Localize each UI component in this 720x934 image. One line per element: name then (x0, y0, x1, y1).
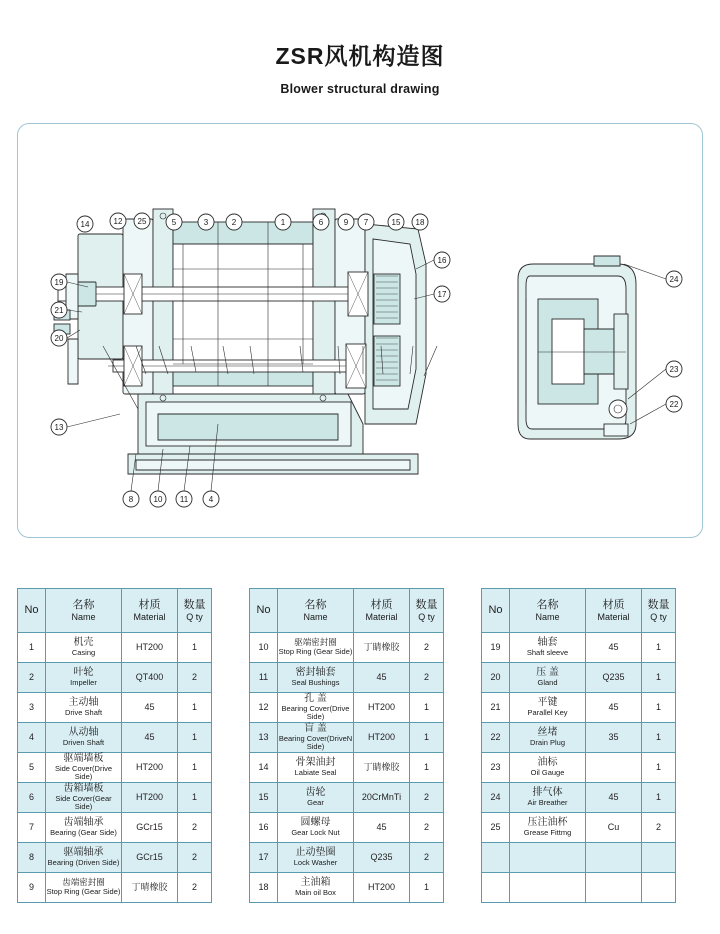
cell-no (482, 843, 510, 873)
cell-no: 22 (482, 723, 510, 753)
cell-qty: 2 (178, 843, 212, 873)
cell-qty: 1 (178, 693, 212, 723)
table-header-row (482, 589, 676, 633)
cell-no: 21 (482, 693, 510, 723)
cell-name (510, 843, 586, 873)
svg-text:19: 19 (54, 278, 64, 287)
title-english: Blower structural drawing (280, 82, 440, 96)
svg-text:10: 10 (153, 495, 163, 504)
cell-no: 19 (482, 633, 510, 663)
blower-cross-section-drawing (18, 124, 702, 537)
svg-text:12: 12 (113, 217, 123, 226)
cell-qty: 2 (178, 663, 212, 693)
table-row (18, 843, 212, 873)
table-row (250, 753, 444, 783)
header-name: 名称 Name (510, 589, 586, 633)
table-row (482, 873, 676, 903)
cell-qty: 2 (178, 813, 212, 843)
cell-qty: 1 (178, 753, 212, 783)
cell-material (586, 873, 642, 903)
cell-no: 7 (18, 813, 46, 843)
cell-qty: 2 (410, 633, 444, 663)
cell-no: 5 (18, 753, 46, 783)
parts-table-column-3 (481, 588, 703, 903)
table-row (18, 693, 212, 723)
cell-qty: 2 (642, 813, 676, 843)
header-material: 材质 Material (354, 589, 410, 633)
cell-no: 9 (18, 873, 46, 903)
cell-qty (642, 873, 676, 903)
table-row (250, 783, 444, 813)
cell-name: 从动轴 Driven Shaft (46, 723, 122, 753)
svg-text:5: 5 (171, 218, 177, 227)
parts-table-column-2 (249, 588, 471, 903)
svg-text:1: 1 (280, 218, 286, 227)
svg-text:7: 7 (363, 218, 369, 227)
cell-name: 驱端轴承 Bearing (Driven Side) (46, 843, 122, 873)
table-row (250, 633, 444, 663)
cell-qty: 1 (410, 723, 444, 753)
cell-qty: 1 (178, 783, 212, 813)
cell-no: 10 (250, 633, 278, 663)
svg-text:17: 17 (437, 290, 447, 299)
cell-name: 齿端密封圈 Stop Ring (Gear Side) (46, 873, 122, 903)
cell-material: HT200 (122, 783, 178, 813)
cell-no: 20 (482, 663, 510, 693)
callout-9 (338, 214, 354, 230)
callout-18 (412, 214, 428, 230)
table-header-row (18, 589, 212, 633)
cell-no: 15 (250, 783, 278, 813)
table-row (482, 693, 676, 723)
callout-23 (666, 361, 682, 377)
cell-material: HT200 (354, 873, 410, 903)
cell-name: 圆螺母 Gear Lock Nut (278, 813, 354, 843)
cell-qty: 2 (410, 813, 444, 843)
table-row (18, 813, 212, 843)
cell-qty: 1 (178, 633, 212, 663)
svg-text:15: 15 (391, 218, 401, 227)
cell-name: 孔 盖 Bearing Cover(Drive Side) (278, 693, 354, 723)
cell-material: 45 (586, 783, 642, 813)
cell-no: 4 (18, 723, 46, 753)
cell-material: 20CrMnTi (354, 783, 410, 813)
svg-text:16: 16 (437, 256, 447, 265)
cell-material: 丁睛橡胶 (354, 633, 410, 663)
parts-table-column-1 (17, 588, 239, 903)
cell-material: 45 (122, 723, 178, 753)
cell-material: GCr15 (122, 813, 178, 843)
cell-material: 45 (354, 813, 410, 843)
svg-text:14: 14 (80, 220, 90, 229)
cell-no: 18 (250, 873, 278, 903)
cell-no: 17 (250, 843, 278, 873)
cell-material (586, 753, 642, 783)
table-row (250, 693, 444, 723)
table-row (250, 663, 444, 693)
svg-text:13: 13 (54, 423, 64, 432)
side-view (518, 256, 636, 439)
header-material: 材质 Material (122, 589, 178, 633)
callout-12 (110, 213, 126, 229)
callout-13 (51, 419, 67, 435)
cell-qty: 1 (410, 873, 444, 903)
cell-name: 压 盖 Gland (510, 663, 586, 693)
cell-name (510, 873, 586, 903)
cell-name: 丝堵 Drain Plug (510, 723, 586, 753)
cell-qty: 1 (642, 693, 676, 723)
callout-3 (198, 214, 214, 230)
cell-name: 压注油杯 Grease Fittmg (510, 813, 586, 843)
cell-material: HT200 (354, 693, 410, 723)
cell-no: 6 (18, 783, 46, 813)
cell-name: 叶轮 Impeller (46, 663, 122, 693)
cell-name: 驱端墙板 Side Cover(Drive Side) (46, 753, 122, 783)
table-row (482, 783, 676, 813)
cell-name: 密封轴套 Seal Bushings (278, 663, 354, 693)
cell-material: GCr15 (122, 843, 178, 873)
callout-8 (123, 491, 139, 507)
header-material: 材质 Material (586, 589, 642, 633)
cell-no: 11 (250, 663, 278, 693)
table-row (18, 873, 212, 903)
table-row (482, 813, 676, 843)
callout-11 (176, 491, 192, 507)
header-qty: 数量 Q ty (410, 589, 444, 633)
table-row (18, 783, 212, 813)
svg-text:9: 9 (343, 218, 349, 227)
cell-name: 排气体 Air Breather (510, 783, 586, 813)
cell-no: 1 (18, 633, 46, 663)
cell-material: HT200 (354, 723, 410, 753)
cell-name: 盲 盖 Bearing Cover(DriveN Side) (278, 723, 353, 752)
table-row (250, 873, 444, 903)
svg-text:11: 11 (179, 495, 189, 504)
cell-no: 16 (250, 813, 278, 843)
svg-text:4: 4 (208, 495, 214, 504)
cell-name: 油标 Oil Gauge (510, 753, 586, 783)
cell-material: Q235 (354, 843, 410, 873)
cell-no: 13 (250, 723, 278, 753)
cell-qty: 1 (642, 723, 676, 753)
cell-no (482, 873, 510, 903)
cell-qty: 2 (410, 663, 444, 693)
cell-qty: 1 (642, 663, 676, 693)
cell-qty: 2 (410, 783, 444, 813)
table-row (482, 843, 676, 873)
cell-name: 平键 Parallel Key (510, 693, 586, 723)
cell-material: HT200 (122, 753, 178, 783)
svg-text:18: 18 (415, 218, 425, 227)
cell-name: 齿端轴承 Bearing (Gear Side) (46, 813, 122, 843)
cell-qty (642, 843, 676, 873)
table-header-row (250, 589, 444, 633)
table-row (18, 753, 212, 783)
cell-qty: 2 (410, 843, 444, 873)
cell-name: 骨架油封 Labiate Seal (278, 753, 354, 783)
cell-name: 驱端密封圈 Stop Ring (Gear Side) (278, 633, 354, 663)
callout-20 (51, 330, 67, 346)
header-name: 名称 Name (46, 589, 122, 633)
header-no: No (482, 589, 510, 633)
callout-21 (51, 302, 67, 318)
cell-material: 45 (586, 693, 642, 723)
header-name: 名称 Name (278, 589, 354, 633)
table-row (482, 753, 676, 783)
cell-material: Cu (586, 813, 642, 843)
svg-text:21: 21 (54, 306, 64, 315)
cell-name: 齿箱墙板 Side Cover(Gear Side) (46, 783, 122, 813)
cell-qty: 2 (178, 873, 212, 903)
cell-qty: 1 (642, 753, 676, 783)
callout-1 (275, 214, 291, 230)
cell-no: 24 (482, 783, 510, 813)
callout-25 (134, 213, 150, 229)
cell-no: 23 (482, 753, 510, 783)
cell-name: 齿轮 Gear (278, 783, 354, 813)
cell-material: 45 (122, 693, 178, 723)
callout-15 (388, 214, 404, 230)
cell-material: QT400 (122, 663, 178, 693)
cell-no: 8 (18, 843, 46, 873)
header-no: No (250, 589, 278, 633)
table-row (482, 663, 676, 693)
cell-no: 12 (250, 693, 278, 723)
table-row (250, 723, 444, 753)
callout-24 (666, 271, 682, 287)
svg-text:8: 8 (128, 495, 134, 504)
callout-7 (358, 214, 374, 230)
cell-no: 3 (18, 693, 46, 723)
cell-material: 45 (586, 633, 642, 663)
cell-material: 丁睛橡胶 (354, 753, 410, 783)
callout-10 (150, 491, 166, 507)
cell-no: 2 (18, 663, 46, 693)
cell-no: 25 (482, 813, 510, 843)
cell-material (586, 843, 642, 873)
svg-text:23: 23 (669, 365, 679, 374)
svg-text:3: 3 (203, 218, 209, 227)
svg-text:22: 22 (669, 400, 679, 409)
cell-qty: 1 (178, 723, 212, 753)
header-qty: 数量 Q ty (642, 589, 676, 633)
cell-qty: 1 (642, 633, 676, 663)
cell-qty: 1 (410, 753, 444, 783)
svg-text:20: 20 (54, 334, 64, 343)
cell-qty: 1 (410, 693, 444, 723)
cell-qty: 1 (642, 783, 676, 813)
callout-22 (666, 396, 682, 412)
table-row (18, 723, 212, 753)
cell-material: 丁晴橡胶 (122, 873, 178, 903)
svg-text:24: 24 (669, 275, 679, 284)
table-row (482, 723, 676, 753)
svg-text:2: 2 (231, 218, 237, 227)
drawing-panel (17, 123, 703, 538)
table-row (18, 663, 212, 693)
callout-16 (434, 252, 450, 268)
callout-5 (166, 214, 182, 230)
callout-6 (313, 214, 329, 230)
callout-4 (203, 491, 219, 507)
table-row (18, 633, 212, 663)
header-no: No (18, 589, 46, 633)
page-title (0, 0, 720, 96)
callout-14 (77, 216, 93, 232)
header-qty: 数量 Q ty (178, 589, 212, 633)
cell-name: 轴套 Shaft sleeve (510, 633, 586, 663)
callout-17 (434, 286, 450, 302)
svg-text:25: 25 (137, 217, 147, 226)
table-row (250, 813, 444, 843)
cell-material: 45 (354, 663, 410, 693)
table-row (250, 843, 444, 873)
parts-tables (17, 588, 703, 903)
cell-no: 14 (250, 753, 278, 783)
callout-19 (51, 274, 67, 290)
cell-name: 止动垫圈 Lock Washer (278, 843, 354, 873)
cell-name: 主动轴 Drive Shaft (46, 693, 122, 723)
svg-text:6: 6 (318, 218, 324, 227)
cell-material: 35 (586, 723, 642, 753)
title-chinese: ZSR风机构造图 (275, 43, 445, 69)
table-row (482, 633, 676, 663)
cell-name: 主油箱 Main oil Box (278, 873, 354, 903)
main-section-view (54, 209, 437, 474)
cell-name: 机壳 Casing (46, 633, 122, 663)
cell-material: Q235 (586, 663, 642, 693)
cell-material: HT200 (122, 633, 178, 663)
callout-2 (226, 214, 242, 230)
